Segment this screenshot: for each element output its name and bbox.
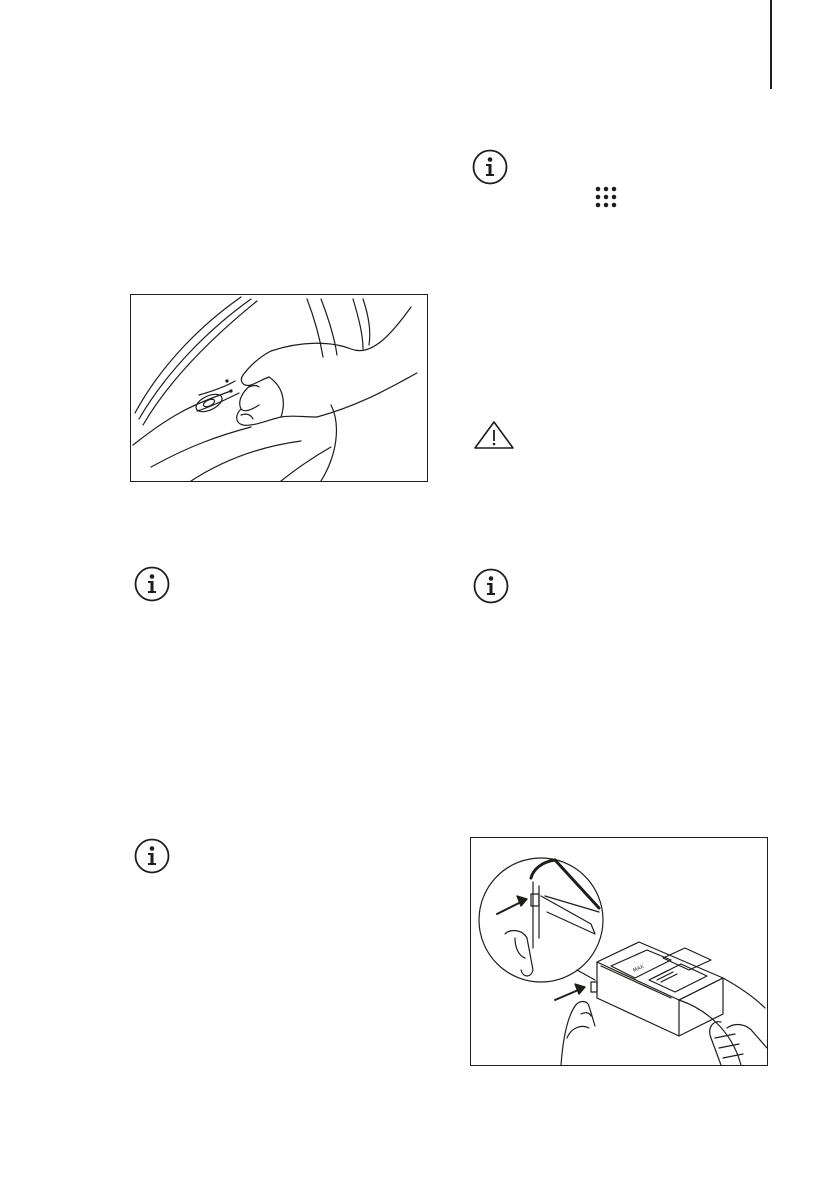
info-icon [134,838,170,874]
page-edge-line [770,0,772,89]
info-icon [134,566,170,602]
info-icon [472,149,508,185]
detergent-drawer-release-illustration [470,837,768,1066]
program-dots-icon [595,186,617,208]
info-icon [473,568,509,604]
hand-turning-door-seal-illustration [130,294,428,482]
warning-icon [473,420,515,450]
drawer-panel-label: MAX [632,963,645,975]
